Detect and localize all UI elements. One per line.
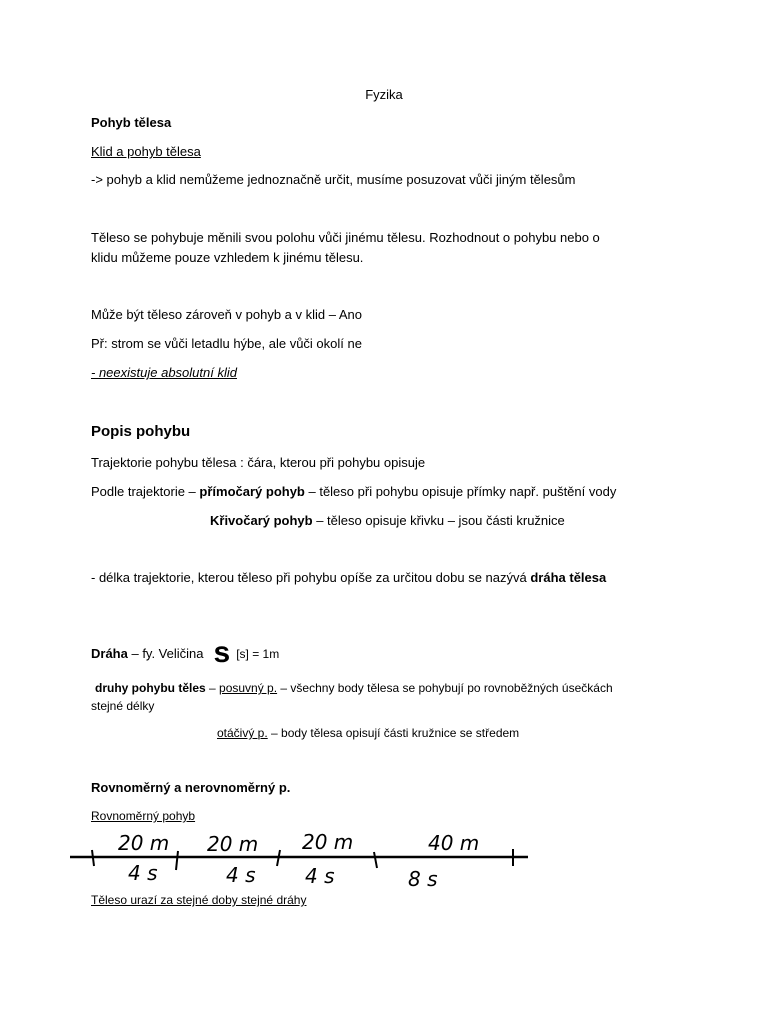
note-line: - neexistuje absolutní klid <box>91 365 237 380</box>
paragraph-line: Může být těleso zároveň v pohyb a v klid – Ano <box>91 307 362 322</box>
tick-mark <box>176 851 178 870</box>
underlined-term: otáčivý p. <box>217 726 268 740</box>
time-label: 4 s <box>128 861 158 885</box>
text-run: Podle trajektorie – <box>91 484 200 499</box>
text-run: - délka trajektorie, kterou těleso při pohybu opíše za určitou dobu se nazývá <box>91 570 531 585</box>
text-run: – těleso při pohybu opisuje přímky např. puštění vody <box>304 484 617 499</box>
paragraph-line: Trajektorie pohybu tělesa : čára, kterou při pohybu opisuje <box>91 455 426 470</box>
paragraph-line: stejné délky <box>91 699 155 713</box>
bold-term: Dráha <box>91 646 128 661</box>
subheading-rovnomerny-pohyb: Rovnoměrný pohyb <box>91 809 196 823</box>
document-title: Fyzika <box>365 87 403 102</box>
section-heading-pohyb: Pohyb tělesa <box>91 115 172 130</box>
bold-term: přímočarý pohyb <box>199 484 305 499</box>
bold-term: dráha tělesa <box>530 570 607 585</box>
example-line: Př: strom se vůči letadlu hýbe, ale vůči okolí ne <box>91 336 362 351</box>
text-run: – fy. Veličina <box>127 646 204 661</box>
bold-term: druhy pohybu těles <box>95 681 206 695</box>
text-run: – <box>205 681 220 695</box>
paragraph-line: klidu můžeme pouze vzhledem k jinému tělesu. <box>91 250 364 265</box>
text-run: – všechny body tělesa se pohybují po rovnoběžných úsečkách <box>277 681 613 695</box>
text-run: – těleso opisuje křivku – jsou části kružnice <box>312 513 565 528</box>
time-label: 4 s <box>305 864 335 888</box>
paragraph-line: -> pohyb a klid nemůžeme jednoznačně určit, musíme posuzovat vůči jiným tělesům <box>91 172 576 187</box>
paragraph-line: Těleso se pohybuje měnili svou polohu vůči jinému tělesu. Rozhodnout o pohybu nebo o <box>91 230 600 245</box>
distance-label: 20 m <box>302 830 354 854</box>
text-run: – body tělesa opisují části kružnice se středem <box>267 726 520 740</box>
unit-text: [s] = 1m <box>236 647 280 661</box>
time-label: 8 s <box>408 867 438 891</box>
underlined-term: posuvný p. <box>219 681 278 695</box>
section-heading-rovnomerny: Rovnoměrný a nerovnoměrný p. <box>91 780 291 795</box>
section-heading-popis: Popis pohybu <box>91 423 191 440</box>
distance-label: 40 m <box>428 831 480 855</box>
conclusion-line: Těleso urazí za stejné doby stejné dráhy <box>91 893 307 907</box>
distance-label: 20 m <box>207 832 259 856</box>
subheading-klid-a-pohyb: Klid a pohyb tělesa <box>91 144 201 159</box>
tick-mark <box>92 850 94 866</box>
bold-term: Křivočarý pohyb <box>210 513 313 528</box>
tick-mark <box>374 852 377 868</box>
distance-label: 20 m <box>118 831 170 855</box>
time-label: 4 s <box>226 863 256 887</box>
symbol-s: s <box>213 636 231 669</box>
